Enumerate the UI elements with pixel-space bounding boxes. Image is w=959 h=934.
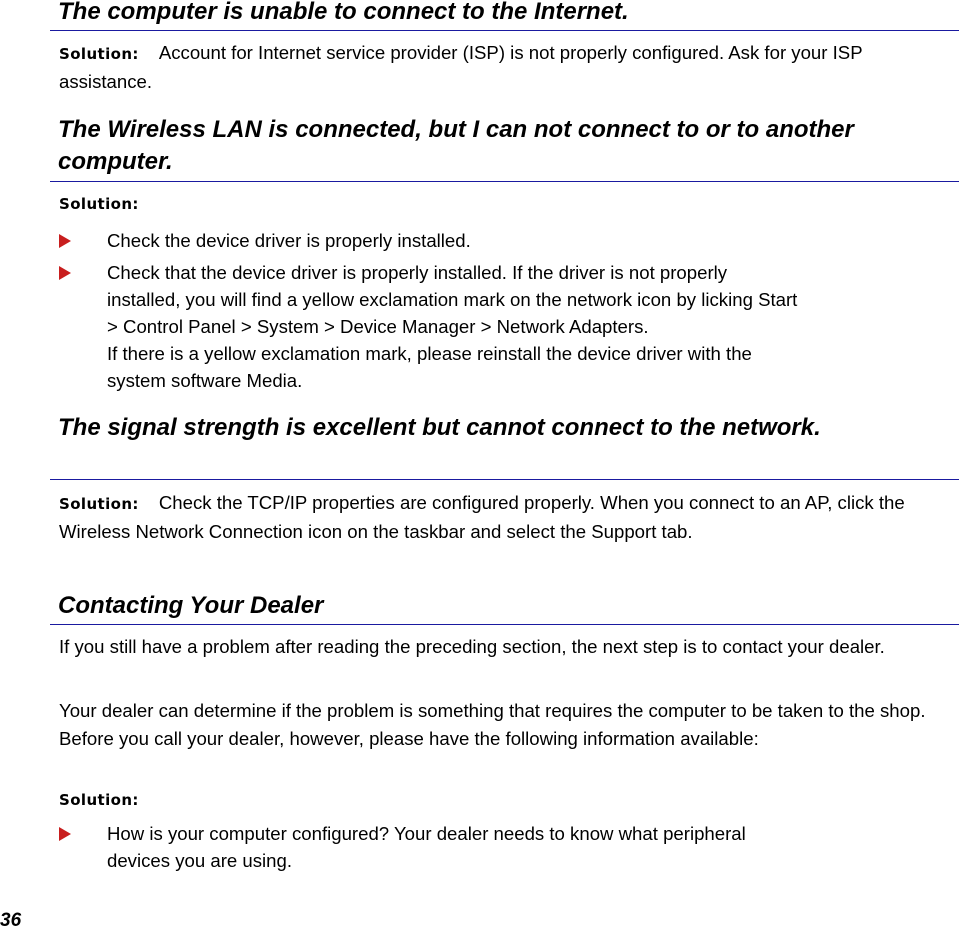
section-rule [50,479,959,480]
solution-paragraph-signal [59,489,955,546]
body-paragraph: Your dealer can determine if the problem is something that requires the computer to be taken to the shop. Before you call your dealer, however, please have the following information available: [59,700,926,749]
solution-paragraph-internet [59,39,955,96]
list-item-line: Check the device driver is properly installed. [107,230,471,251]
section-rule [50,30,959,31]
list-item-line: If there is a yellow exclamation mark, please reinstall the device driver with the [107,343,752,364]
solution-label: Solution: [59,45,139,63]
section-heading-contacting-dealer: Contacting Your Dealer [58,592,324,619]
list-item-line: Check that the device driver is properly installed. If the driver is not properly [107,262,728,283]
bullet-arrow-icon [59,234,71,248]
section-heading-internet: The computer is unable to connect to the Internet. [58,0,629,25]
solution-text: Account for Internet service provider (ISP) is not properly configured. Ask for your ISP assistance. [59,42,863,92]
solution-text: Check the TCP/IP properties are configured properly. When you connect to an AP, click the Wireless Network Connection icon on the taskbar and select the Support tab. [59,492,905,542]
list-item-line: installed, you will find a yellow exclamation mark on the network icon by licking Start [107,289,798,310]
section-rule [50,181,959,182]
page-number: 36 [0,910,22,931]
solution-label: Solution: [59,495,139,513]
section-rule [50,624,959,625]
bullet-arrow-icon [59,827,71,841]
section-heading-wireless-lan: The Wireless LAN is connected, but I can not connect to or to another computer. [58,116,854,175]
list-item-line: How is your computer configured? Your dealer needs to know what peripheral [107,823,746,844]
body-paragraph: If you still have a problem after reading the preceding section, the next step is to contact your dealer. [59,636,885,657]
section-heading-signal-strength: The signal strength is excellent but cannot connect to the network. [58,414,821,441]
bullet-arrow-icon [59,266,71,280]
solution-label: Solution: [59,791,139,809]
list-item-line: > Control Panel > System > Device Manager > Network Adapters. [107,316,649,337]
list-item-line: devices you are using. [107,850,293,871]
solution-label: Solution: [59,195,139,213]
list-item-line: system software Media. [107,370,303,391]
